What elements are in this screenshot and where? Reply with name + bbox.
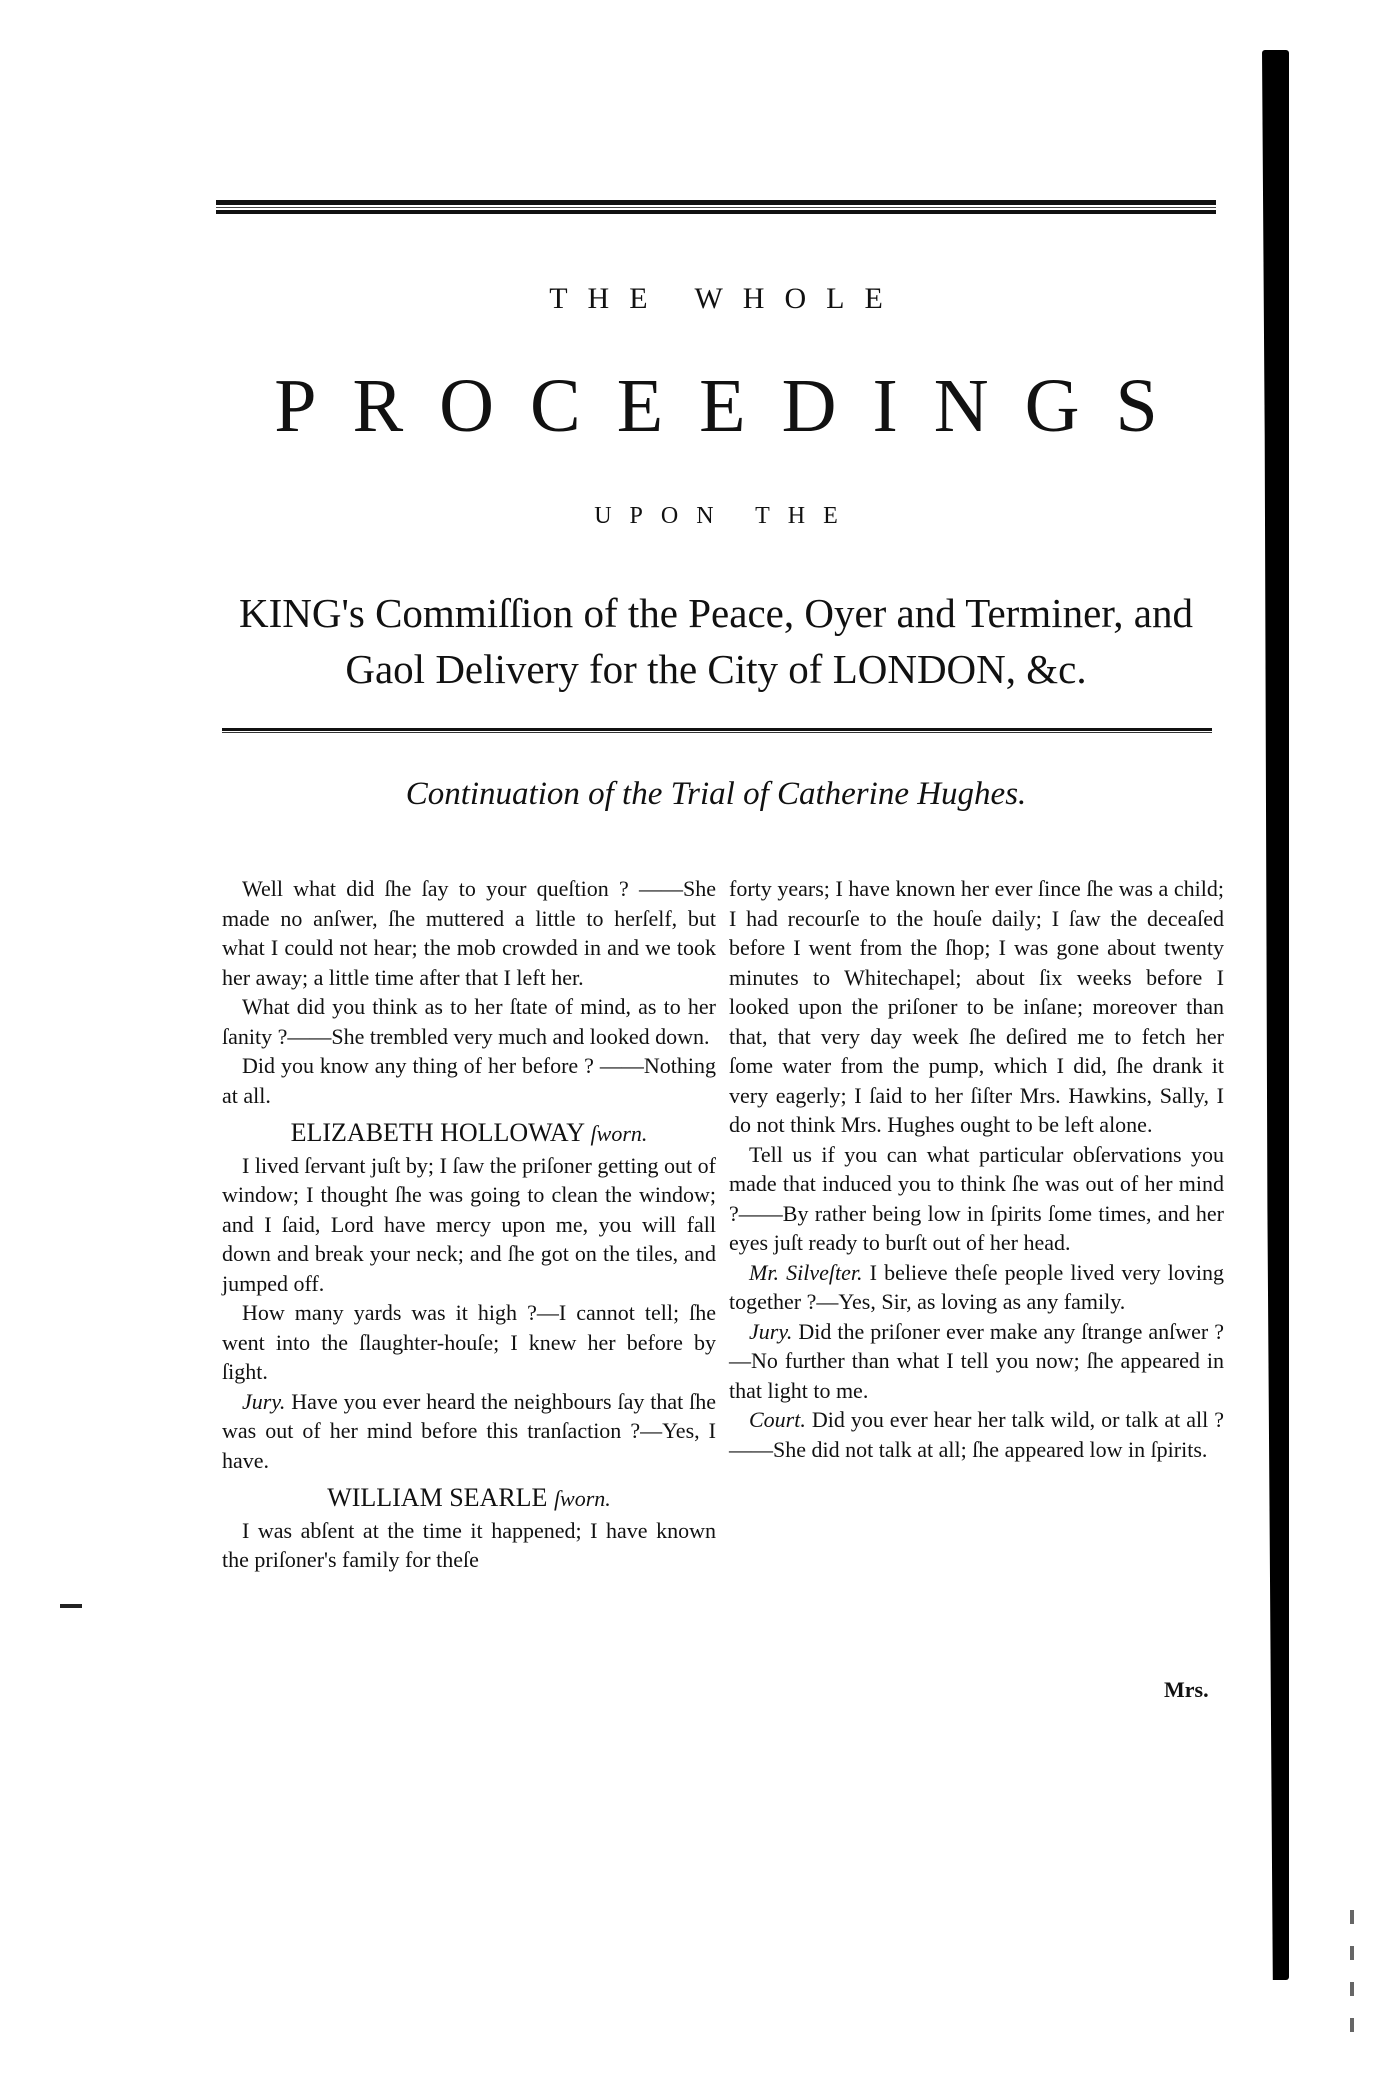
- paragraph: I lived ſervant juſt by; I ſaw the priſoner getting out of window; I thought ſhe was going to clean the window; and I ſaid, Lord have mercy upon me, you will fall down and break your neck; and ſhe got on the tiles, and jumped off.: [222, 1152, 716, 1296]
- commission-heading: [200, 585, 1232, 697]
- sworn-label: ſworn.: [553, 1486, 611, 1511]
- margin-tick-mark: [60, 1604, 82, 1608]
- paragraph: [222, 1387, 716, 1476]
- title-upon-the: UPON THE: [594, 503, 856, 529]
- right-text-column: [729, 874, 1224, 1464]
- speaker-label: Mr. Silveſter.: [749, 1259, 863, 1285]
- paragraph-text: Have you ever heard the neighbours ſay that ſhe was out of her mind before this tranſaction ?—Yes, I have.: [222, 1388, 717, 1473]
- paragraph: Well what did ſhe ſay to your queſtion ? ——She made no anſwer, ſhe muttered a little to herſelf, but what I could not hear; the mob crowded in and we took her away; a little time after that I left her.: [222, 876, 716, 990]
- section-rule: [222, 728, 1212, 733]
- paragraph: forty years; I have known her ever ſince ſhe was a child; I had recourſe to the houſe daily; I ſaw the deceaſed before I went from the ſhop; I was gone about twenty minutes to Whitechapel; about ſix weeks before I looked upon the priſoner to be inſane; moreover than that, that very day week ſhe deſired me to fetch her ſome water from the pump, which I did, ſhe drank it very eagerly; I ſaid to her ſiſter Mrs. Hawkins, Sally, I do not think Mrs. Hughes ought to be left alone.: [729, 876, 1224, 1137]
- paragraph-text: I believe theſe people lived very loving together ?—Yes, Sir, as loving as any family.: [729, 1259, 1224, 1314]
- paragraph-text: Did the priſoner ever make any ſtrange anſwer ?—No further than what I tell you now; ſhe appeared in that light to me.: [729, 1318, 1224, 1403]
- sworn-label: ſworn.: [590, 1121, 648, 1146]
- paragraph: Did you know any thing of her before ? ——Nothing at all.: [222, 1053, 716, 1108]
- witness-name: WILLIAM SEARLE: [327, 1483, 548, 1512]
- commission-line-1: KING's Commiſſion of the Peace, Oyer and Terminer, and: [239, 590, 1193, 636]
- catchword: Mrs.: [1164, 1677, 1209, 1702]
- trial-subtitle: Continuation of the Trial of Catherine Hughes.: [405, 776, 1027, 812]
- witness-heading: [222, 1118, 716, 1149]
- commission-line-2: Gaol Delivery for the City of LONDON, &c.: [345, 646, 1087, 692]
- scan-edge-marks: [1350, 1910, 1354, 2050]
- speaker-label: Jury.: [242, 1388, 286, 1414]
- paragraph: What did you think as to her ſtate of mind, as to her ſanity ?——She trembled very much and looked down.: [222, 994, 716, 1049]
- witness-name: ELIZABETH HOLLOWAY: [290, 1118, 585, 1147]
- paragraph: Tell us if you can what particular obſervations you made that induced you to think ſhe was out of her mind ?——By rather being low in ſpirits ſome times, and her eyes juſt ready to burſt out of her head.: [729, 1141, 1224, 1255]
- scan-gutter-shadow: [1262, 50, 1289, 1980]
- title-the-whole: THE WHOLE: [549, 282, 903, 315]
- header-double-rule: [216, 200, 1216, 214]
- paragraph: [729, 1258, 1224, 1317]
- paragraph: I was abſent at the time it happened; I have known the priſoner's family for theſe: [222, 1517, 716, 1572]
- paragraph-text: Did you ever hear her talk wild, or talk at all ?——She did not talk at all; ſhe appeared low in ſpirits.: [729, 1407, 1224, 1462]
- title-proceedings: PROCEEDINGS: [274, 364, 1194, 448]
- left-text-column: [222, 874, 716, 1575]
- paragraph: [729, 1405, 1224, 1464]
- witness-heading: [222, 1483, 716, 1514]
- speaker-label: Jury.: [749, 1318, 793, 1344]
- paragraph: [729, 1317, 1224, 1406]
- speaker-label: Court.: [749, 1407, 806, 1432]
- paragraph: How many yards was it high ?—I cannot tell; ſhe went into the ſlaughter-houſe; I knew her before by ſight.: [222, 1300, 716, 1384]
